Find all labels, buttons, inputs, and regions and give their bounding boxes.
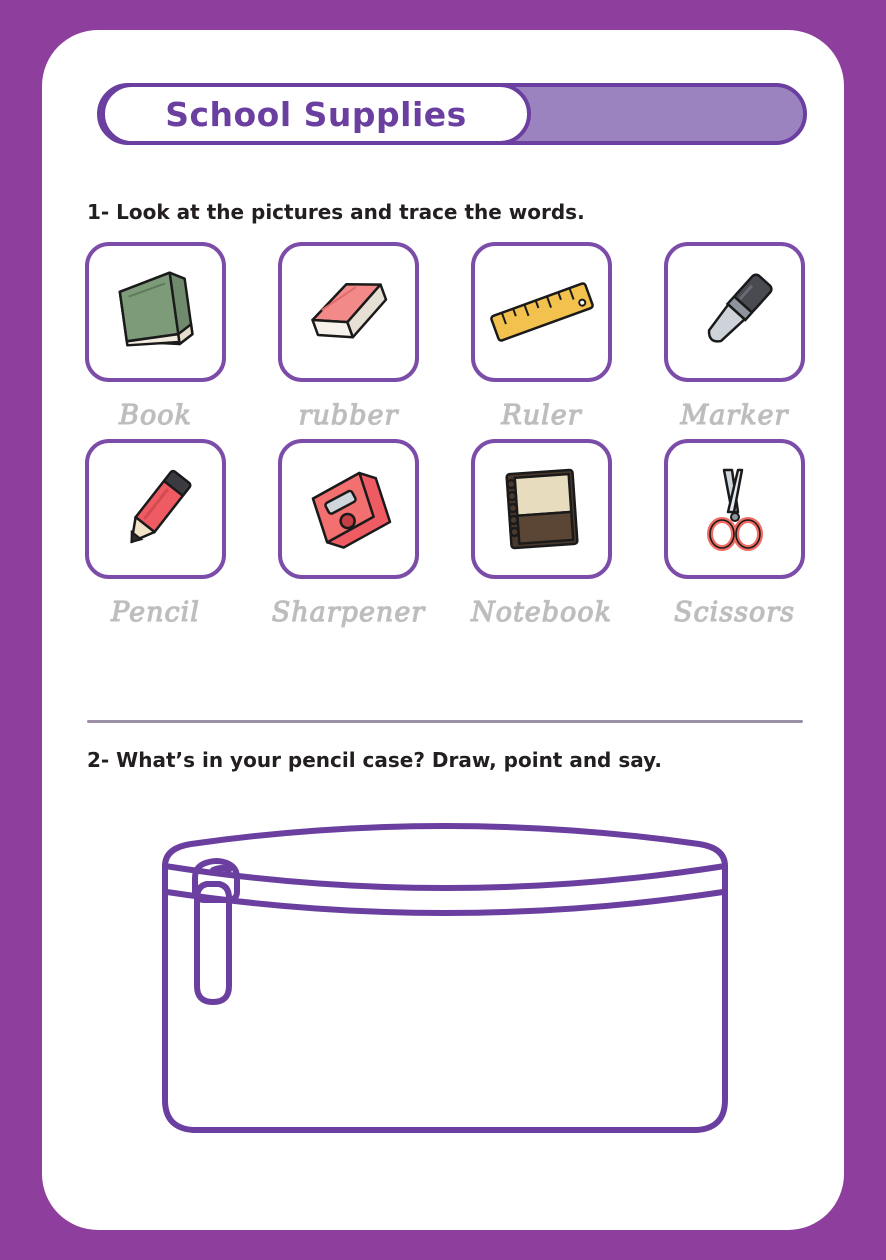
- supply-item-scissors: [663, 439, 806, 628]
- picture-box: [278, 242, 419, 382]
- book-icon: [101, 257, 211, 367]
- trace-word-text: Notebook: [471, 597, 612, 628]
- picture-box: [278, 439, 419, 579]
- title-pill: [101, 83, 531, 145]
- instruction-1: 1- Look at the pictures and trace the words.: [87, 200, 585, 224]
- trace-word-text: Sharpener: [271, 597, 426, 628]
- drawing-area[interactable]: [87, 800, 803, 1150]
- ruler-icon: [482, 257, 602, 367]
- supplies-grid: [84, 242, 806, 636]
- notebook-icon: [487, 454, 597, 564]
- page-title: School Supplies: [165, 94, 467, 134]
- picture-box: [664, 439, 805, 579]
- supplies-row-1: [84, 242, 806, 431]
- trace-word: [119, 400, 192, 431]
- trace-word: [111, 597, 200, 628]
- supply-item-book: [84, 242, 227, 431]
- trace-word: [272, 597, 425, 628]
- scissors-icon: [680, 454, 790, 564]
- supplies-row-2: [84, 439, 806, 628]
- supply-item-sharpener: [271, 439, 426, 628]
- trace-word: [501, 400, 581, 431]
- trace-word: [674, 597, 795, 628]
- supply-item-notebook: [470, 439, 613, 628]
- marker-icon: [680, 257, 790, 367]
- eraser-icon: [294, 257, 404, 367]
- instruction-2: 2- What’s in your pencil case? Draw, point and say.: [87, 748, 662, 772]
- picture-box: [664, 242, 805, 382]
- trace-word: [681, 400, 789, 431]
- picture-box: [471, 242, 612, 382]
- picture-box: [85, 439, 226, 579]
- worksheet-sheet: [42, 30, 844, 1230]
- pencil-icon: [101, 454, 211, 564]
- trace-word-text: Book: [119, 400, 192, 431]
- supply-item-ruler: [470, 242, 613, 431]
- trace-word-text: rubber: [298, 400, 399, 431]
- trace-word-text: Ruler: [501, 400, 582, 431]
- title-banner: [97, 83, 807, 145]
- trace-word-text: Pencil: [111, 597, 200, 628]
- pencil-case-outline[interactable]: [87, 800, 803, 1150]
- supply-item-marker: [663, 242, 806, 431]
- trace-word-text: Marker: [680, 400, 789, 431]
- trace-word-text: Scissors: [674, 597, 795, 628]
- picture-box: [471, 439, 612, 579]
- sharpener-icon: [294, 454, 404, 564]
- picture-box: [85, 242, 226, 382]
- trace-word: [299, 400, 399, 431]
- supply-item-rubber: [277, 242, 420, 431]
- section-divider: [87, 720, 803, 723]
- trace-word: [471, 597, 612, 628]
- supply-item-pencil: [84, 439, 227, 628]
